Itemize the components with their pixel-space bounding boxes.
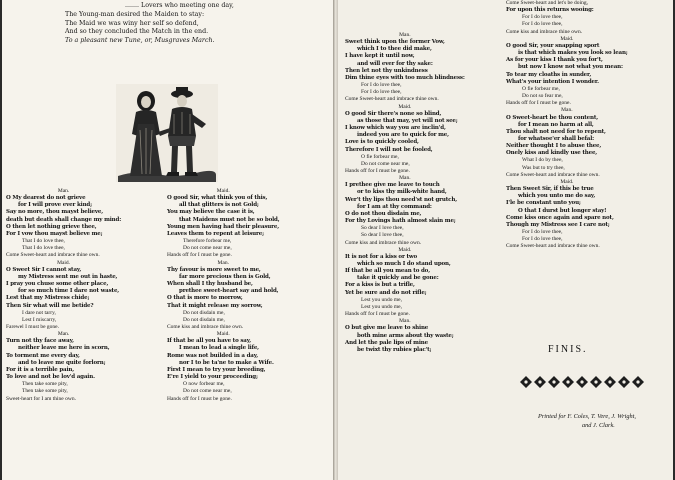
verse-line: which so much I do stand upon, <box>357 261 451 267</box>
verse-line: Do not so fear me, <box>522 93 563 100</box>
verse-line: If that be all you have to say, <box>167 338 251 345</box>
verse-line: Come kiss and imbrace thine own. <box>345 239 422 246</box>
verse-line: When shall I thy husband be, <box>167 281 253 288</box>
verse-line: but now I know not what you mean: <box>518 64 623 71</box>
verse-line: O that I durst but longer stay! <box>518 207 607 214</box>
verse-line: So dear I love thee, <box>361 225 404 232</box>
verse-line: O then let nothing grieve thee, <box>6 223 97 230</box>
speaker-label: Man. <box>399 32 411 38</box>
verse-line: Therefore forbear me, <box>183 238 232 245</box>
title-line-3: The Maid we was winy her self so defend, <box>65 19 199 27</box>
verse-line: Come Sweet-heart and let's be doing, <box>506 0 588 6</box>
verse-line: You may believe the case it is, <box>167 209 255 216</box>
finis-text: FINIS. <box>548 344 588 355</box>
verse-line: O good Sir, your snapping sport <box>506 42 600 49</box>
speaker-label: Man. <box>217 259 229 266</box>
speaker-label: Man. <box>57 188 70 194</box>
verse-line: neither leave me here in scorn, <box>18 345 110 352</box>
verse-line: For I vow thou mayst believe me; <box>6 230 103 237</box>
verse-line: Lest that my Mistress chide; <box>6 295 90 302</box>
verse-line: Come kiss once again and spare not, <box>506 214 614 221</box>
verse-line: nor I to be ta'ne to make a Wife. <box>179 359 274 366</box>
speaker-label: Maid. <box>398 103 412 110</box>
verse-line: To torment me every day, <box>6 352 80 359</box>
verse-line: Sweet-heart for I am thine own. <box>6 395 76 402</box>
verse-line: Hands off for I must be gone. <box>167 395 232 402</box>
verse-line: O good Sir, what think you of this, <box>167 195 268 202</box>
verse-line: Hands off for I must be gone. <box>167 252 232 259</box>
verse-line: I know which way you are inclin'd, <box>345 125 446 132</box>
verse-line: Come Sweet-heart and imbrace thine own. <box>345 96 439 103</box>
verse-line: Lest you undo me, <box>361 296 402 303</box>
verse-line: Therefore I will not be fooled, <box>345 146 433 153</box>
verse-line: Come Sweet-heart and imbrace thine own. <box>506 243 600 250</box>
verse-line: and will ever for thy sake: <box>357 60 433 67</box>
verse-line: For I do love thee, <box>522 14 563 21</box>
verse-line: O good Sir there's none so blind, <box>345 110 442 117</box>
verse-line: O fie forbear me, <box>361 153 399 160</box>
verse-line: So dear I love thee, <box>361 232 404 239</box>
verse-line: all that glitters is not Gold; <box>179 202 259 209</box>
verse-line: To love and not be lov'd again. <box>6 374 95 381</box>
verse-line: For upon this returns wooing: <box>506 7 594 14</box>
speaker-label: Maid. <box>398 246 412 253</box>
verse-line: I pray you chuse some other place, <box>6 281 109 288</box>
speaker-label: Maid. <box>57 259 71 266</box>
woodcut-illustration <box>116 84 218 182</box>
verse-line: O that is more to morrow, <box>167 295 243 302</box>
verse-line: be twixt thy rubies plac't; <box>357 346 432 353</box>
verse-line: which I to thee did make, <box>357 46 432 53</box>
verse-line: To tear my cloaths in sunder, <box>506 71 592 78</box>
verse-line: Say no more, thou mayst believe, <box>6 209 104 216</box>
left-column-1 <box>6 188 121 403</box>
printer-imprint <box>538 413 636 430</box>
verse-line: Dim thine eyes with too much blindness: <box>345 74 465 81</box>
verse-line: Farewel I must be gone. <box>6 323 59 330</box>
verse-line: That I do love thee, <box>22 245 65 252</box>
verse-line: First I mean to try your breeding, <box>167 366 266 373</box>
verse-line: Hands off for I must be gone. <box>506 100 571 107</box>
verse-line: is that which makes you look so lean; <box>518 50 628 57</box>
verse-line: Leaves them to repent at leisure; <box>167 230 264 237</box>
verse-line: Yet be sure and do not rifle; <box>345 289 427 296</box>
verse-line: prethee sweet-heart say and hold, <box>179 288 279 295</box>
verse-line: That I do love thee, <box>22 238 65 245</box>
verse-line: for I mean no harm at all, <box>518 121 594 128</box>
verse-line: And let the pale lips of mine <box>345 339 428 346</box>
ballad-title-block <box>65 2 234 46</box>
right-column-2 <box>506 0 628 250</box>
verse-line: indeed you are to quick for me, <box>357 132 449 139</box>
verse-line: Do not come near me, <box>183 245 232 252</box>
verse-line: For a kiss is but a trifle, <box>345 282 415 289</box>
verse-line: which you unto me do say, <box>518 193 596 200</box>
verse-line: as those that may, yet will not see; <box>357 117 458 124</box>
verse-line: Thou shalt not need for to repent, <box>506 128 606 135</box>
verse-line: O do not thou disdain me, <box>345 210 422 217</box>
verse-line: I have kept it until now, <box>345 53 415 60</box>
speaker-label: Man. <box>57 331 70 338</box>
verse-line: Do not come near me, <box>361 160 410 167</box>
verse-line: E're I yield to your proceeding; <box>167 374 258 381</box>
verse-line: and to leave me quite forlorn; <box>18 359 106 366</box>
title-line-2: The Young-man desired the Maiden to stay: <box>65 10 205 18</box>
verse-line: Young men having had their pleasure, <box>167 223 279 230</box>
verse-line: What I do by thee, <box>522 157 563 164</box>
verse-line: Hands off for I must be gone. <box>345 311 410 318</box>
printer-line-2: and J. Clark. <box>582 421 615 429</box>
verse-line: That it might release my sorrow, <box>167 302 263 309</box>
verse-line: O fie forbear me, <box>522 85 560 92</box>
verse-line: my Mistress sent me out in haste, <box>18 273 118 280</box>
left-column-2 <box>167 188 280 403</box>
verse-line: Sweet think upon the former Vow, <box>345 39 445 46</box>
verse-line: For I do love thee, <box>522 229 563 235</box>
speaker-label: Man. <box>399 318 411 325</box>
printer-line-1: Printed for F. Coles, T. Vere, J. Wright, <box>538 413 637 420</box>
verse-line: For it is a terrible pain, <box>6 366 74 373</box>
verse-line: Turn not thy face away, <box>6 338 74 345</box>
verse-line: for whatsoe'er shall befal: <box>518 135 595 142</box>
title-line-1: ....... Lovers who meeting one day, <box>125 2 234 9</box>
verse-line: O My dearest do not grieve <box>6 195 86 202</box>
verse-line: O but give me leave to shine <box>345 325 429 332</box>
verse-line: For I do love thee, <box>361 89 402 96</box>
verse-line: take it quickly and be gone: <box>357 275 439 282</box>
verse-line: Then take some pity, <box>22 388 68 395</box>
verse-line: Onely kiss and kindly use thee, <box>506 150 598 157</box>
verse-line: Then Sir what will me betide? <box>6 302 94 309</box>
speaker-label: Man. <box>399 175 411 182</box>
verse-line: death but death shall change my mind: <box>6 216 122 223</box>
speaker-label: Maid. <box>216 331 230 338</box>
verse-line: Thy favour is more sweet to me, <box>167 266 261 273</box>
verse-line: or to kiss thy milk-white hand, <box>357 189 447 196</box>
verse-line: Hands off for I must be gone. <box>345 167 410 174</box>
verse-line: far more precious then is Gold, <box>179 273 271 280</box>
verse-line: for I am at thy command: <box>357 203 432 210</box>
verse-line: O now forbear me, <box>183 381 225 388</box>
verse-line: What's your intention I wonder. <box>506 78 599 85</box>
right-column-1 <box>345 32 465 354</box>
verse-line: I mean to lead a single life, <box>179 345 259 352</box>
speaker-label: Maid. <box>216 188 230 194</box>
verse-line: Was but to try thee, <box>522 164 565 171</box>
verse-line: I dare not tarry, <box>22 309 56 316</box>
verse-line: for I will prove ever kind; <box>18 202 93 209</box>
verse-line: For I do love thee, <box>522 236 563 243</box>
verse-line: Lest you undo me, <box>361 303 402 310</box>
verse-line: both mine arms about thy waste; <box>357 332 454 339</box>
verse-line: Then let not thy unkindness <box>345 67 428 74</box>
title-line-5: To a pleasant new Tune, or, Musgraves March. <box>65 37 215 45</box>
verse-line: Love is to quickly cooled, <box>345 139 419 146</box>
verse-line: Wer't thy lips thou need'st not grutch, <box>345 196 457 203</box>
verse-line: Lest I miscarry, <box>22 316 57 323</box>
verse-line: Do not disdain me, <box>183 316 225 323</box>
verse-line: Come kiss and imbrace thine own. <box>506 28 583 35</box>
verse-line: Then Sweet Sir, if this be true <box>506 186 594 193</box>
verse-line: Come kiss and imbrace thine own. <box>167 323 244 330</box>
verse-line: Do not disdain me, <box>183 309 225 316</box>
verse-line: Do not come near me, <box>183 388 232 395</box>
verse-line: As for your kiss I thank you for't, <box>506 57 603 64</box>
verse-line: For thy Lovings hath almost slain me; <box>345 218 456 225</box>
verse-line: Come Sweet-heart and imbrace thine own. <box>6 252 100 259</box>
speaker-label: Man. <box>561 107 573 114</box>
verse-line: If that be all you mean to do, <box>345 268 430 275</box>
verse-line: Rome was not builded in a day, <box>167 352 259 359</box>
verse-line: It is not for a kiss or two <box>345 253 417 260</box>
verse-line: Come Sweet-heart and imbrace thine own. <box>506 171 600 178</box>
verse-line: I prethee give me leave to touch <box>345 182 440 189</box>
speaker-label: Maid. <box>560 178 574 185</box>
verse-line: for so much time I dare not waste, <box>18 288 120 295</box>
verse-line: that Maidens must not be so bold, <box>179 216 280 223</box>
verse-line: O Sweet Sir I cannot stay, <box>6 266 82 273</box>
verse-line: I'le be constant unto you; <box>506 200 581 207</box>
speaker-label: Maid. <box>560 35 574 42</box>
verse-line: Though my Mistress see I care not; <box>506 221 610 228</box>
verse-line: Neither thought I to abuse thee, <box>506 143 602 150</box>
verse-line: For I do love thee, <box>361 82 402 89</box>
verse-line: For I do love thee, <box>522 21 563 28</box>
title-line-4: And so they concluded the Match in the end. <box>65 28 209 36</box>
ornament-border-icon <box>518 373 652 391</box>
verse-line: O Sweet-heart be thou content, <box>506 114 599 121</box>
verse-line: Then take some pity, <box>22 381 68 388</box>
